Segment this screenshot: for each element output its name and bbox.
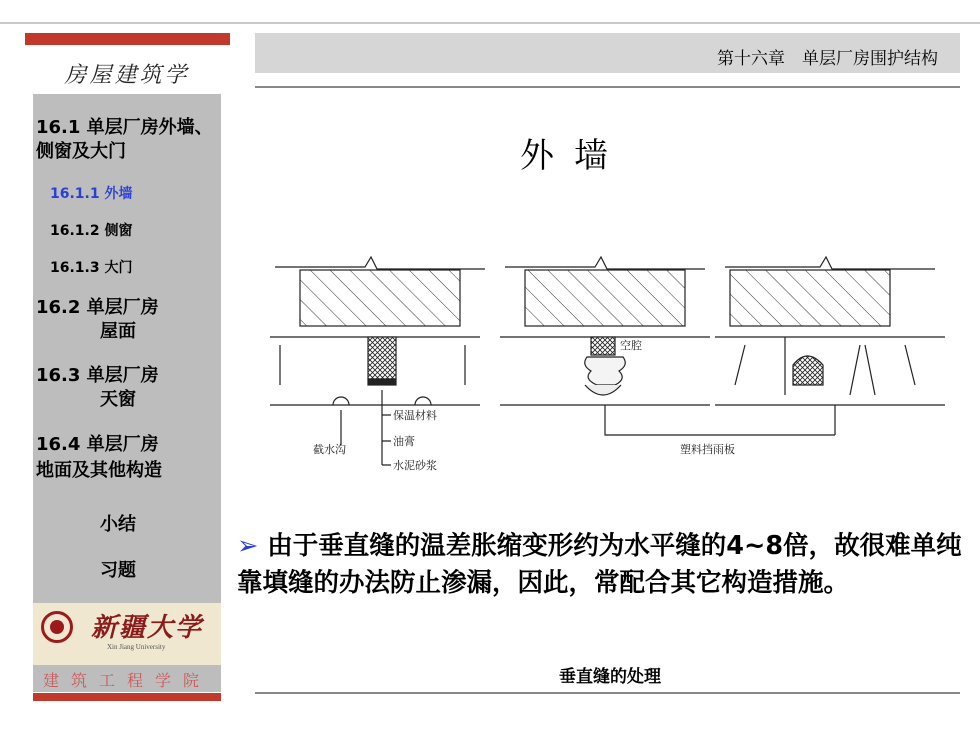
figure-caption: 垂直缝的处理 [559,667,661,687]
nav-item-16-2[interactable] [36,296,159,344]
nav-item-summary[interactable]: 小结 [100,514,136,535]
nav-item-16-4-line2: 地面及其他构造 [36,460,162,481]
top-divider [0,22,980,24]
label-insulation: 保温材料 [393,409,437,422]
nav-item-exercises[interactable]: 习题 [100,560,136,581]
nav-item-16-3-line2: 天窗 [100,389,136,410]
footer-divider [255,692,960,694]
university-logo [33,603,221,665]
red-accent-bar [25,33,230,45]
header-divider [255,86,960,88]
label-plastic-board: 塑料挡雨板 [680,443,735,456]
nav-item-16-1[interactable]: 16.1 单层厂房外墙、侧窗及大门 [36,117,213,162]
red-bottom-bar [33,693,221,701]
nav-item-16-4-line1: 16.4 单层厂房 [36,434,159,455]
university-name: 新疆大学 [91,613,204,643]
label-putty: 油膏 [393,435,415,448]
nav-item-16-1-1[interactable]: 16.1.1 外墙 [50,186,133,202]
label-cement-mortar: 水泥砂浆 [393,459,437,472]
nav-item-16-1-3[interactable]: 16.1.3 大门 [50,260,133,276]
body-paragraph [237,528,972,602]
nav-item-16-3-line1: 16.3 单层厂房 [36,365,159,386]
paragraph-text: 由于垂直缝的温差胀缩变形约为水平缝的4~8倍，故很难单纯靠填缝的办法防止渗漏，因此，常配合其它构造措施。 [237,531,962,598]
label-cavity: 空腔 [620,339,642,352]
chapter-title: 第十六章 单层厂房围护结构 [717,49,938,69]
bullet-arrow-icon: ➢ [237,531,259,561]
page-title: 外墙 [520,136,628,176]
school-name: 建筑工程学院 [42,671,211,690]
nav-item-16-1-2[interactable]: 16.1.2 侧窗 [50,223,133,239]
vertical-joint-diagram [265,245,955,490]
university-english-name: Xin Jiang University [107,643,166,651]
course-brand: 房屋建筑学 [33,52,221,94]
nav-item-16-3[interactable] [36,364,159,412]
nav-item-16-2-line2: 屋面 [100,321,136,342]
university-seal-icon [41,611,73,643]
nav-item-16-4[interactable] [36,432,162,484]
label-drain-trench: 截水沟 [313,443,346,456]
nav-item-16-2-line1: 16.2 单层厂房 [36,297,159,318]
